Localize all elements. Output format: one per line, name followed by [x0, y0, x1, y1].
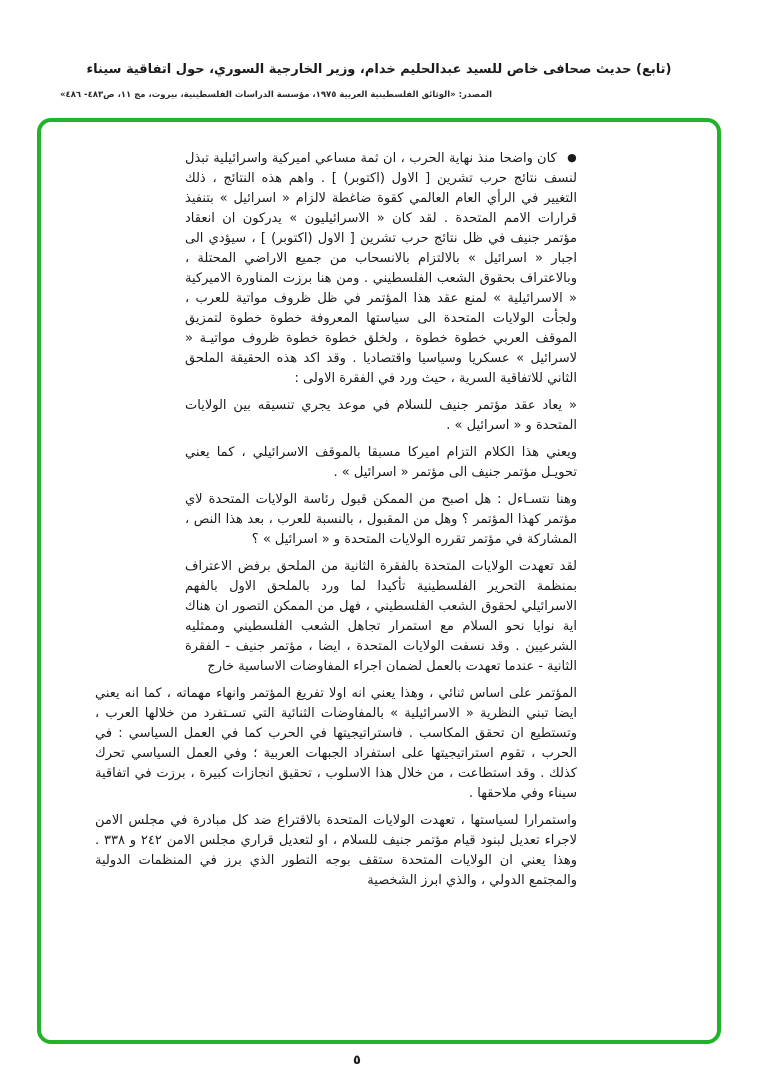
bullet-icon: ●	[567, 151, 577, 164]
paragraph: واستمرارا لسياستها ، تعهدت الولايات المتحدة بالاقتراع ضد كل مبادرة في مجلس الامن لاجراء تعديل لبنود قيام مؤتمر جنيف للسلام ، او لتعديل قراري مجلس الامن ٢٤٢ و ٣٣٨ . وهذا يعني ان الولايات المتحدة ستقف بوجه التطور الذي برز في المنظمات الدولية والمجتمع الدولي ، والذي ابرز الشخصية	[95, 813, 577, 888]
content-border-box	[37, 118, 721, 1044]
text-block-bottom	[95, 684, 577, 891]
paragraph-text: كان واضحا منذ نهاية الحرب ، ان ثمة مساعي اميركية واسرائيلية تبذل لنسف نتائج حرب تشرين [ الاول (اكتوبر) ] . واهم هذه النتائج ، ذلك التغيير في الرأي العام العالمي كقوة ضاغطة لالزام « اسرائيل » بتنفيذ قرارات الامم المتحدة . لقد كان « الاسرائيليون » يدركون ان انعقاد مؤتمر جنيف في ظل نتائج حرب تشرين [ الاول (اكتوبر) ] ، سيؤدي الى اجبار « اسرائيل » بالالتزام بالانسحاب من جميع الاراضي المحتلة ، وبالاعتراف بحقوق الشعب الفلسطيني . ومن هنا برزت المناورة الاميركية « الاسرائيلية » لمنع عقد هذا المؤتمر في ظل ظروف مواتية للعرب ، ولجأت الولايات المتحدة الى سياستها المعروفة خطوة خطوة لتمزيق الموقف العربي خطوة خطوة ، ولخلق خطوة خطوة ظروف مواتيـة « لاسرائيل » عسكريا وسياسيا واقتصاديا . وقد اكد هذه الحقيقة الملحق الثاني للاتفاقية السرية ، حيث ورد في الفقرة الاولى :	[185, 151, 577, 386]
source-line: المصدر: «الوثائق الفلسطينية العربية ١٩٧٥، مؤسسة الدراسات الفلسطينية، بيروت، مج ١١، ص٤٨٣- ٤٨٦»	[60, 90, 492, 100]
page-title: (تابع) حديث صحافى خاص للسيد عبدالحليم خدام، وزير الخارجية السوري، حول اتفاقية سيناء	[86, 62, 672, 77]
text-block-top	[185, 148, 577, 677]
paragraph: المؤتمر على اساس ثنائي ، وهذا يعني انه اولا تفريغ المؤتمر وانهاء مهماته ، كما انه يعني ايضا تبني النظرية « الاسرائيلية » بالمفاوضات الثنائية التي تسـتفرد من خلالها العرب ، وتستطيع ان تحقق المكاسب . فاستراتيجيتها في الحرب كما في العمل السياسي : في الحرب ، تقوم استراتيجيتها على استفراد الجبهات العربية ؛ وفي العمل السياسي تحرك كذلك . وقد استطاعت ، من خلال هذا الاسلوب ، تحقيق انجازات كبيرة ، برزت في اتفاقية سيناء وفي ملاحقها .	[95, 686, 577, 801]
quote-paragraph: « يعاد عقد مؤتمر جنيف للسلام في موعد يجري تنسيقه بين الولايات المتحدة و « اسرائيل » .	[185, 398, 577, 433]
paragraph	[185, 148, 577, 389]
paragraph: لقد تعهدت الولايات المتحدة بالفقرة الثانية من الملحق برفض الاعتراف بمنظمة التحرير الفلسطينية تأكيدا لما ورد بالملحق الاول بالفهم الاسرائيلي لحقوق الشعب الفلسطيني ، فهل من الممكن التصور ان هناك اية نوايا نحو السلام مع استمرار تجاهل الشعب الفلسطيني وممثليه الشرعيين . وقد نسفت الولايات المتحدة ، ايضا ، مؤتمر جنيف - الفقرة الثانية - عندما تعهدت بالعمل لضمان اجراء المفاوضات الاساسية خارج	[185, 559, 577, 674]
paragraph: وهنا نتسـاءل : هل اصبح من الممكن قبول رئاسة الولايات المتحدة لاي مؤتمر كهذا المؤتمر ؟ وهل من المقبول ، بالنسبة للعرب ، بعد هذا النص ، المشاركة في مؤتمر تقرره الولايات المتحدة و « اسرائيل » ؟	[185, 492, 577, 547]
paragraph: ويعني هذا الكلام التزام اميركا مسبقا بالموقف الاسرائيلي ، كما يعني تحويـل مؤتمر جنيف الى مؤتمر « اسرائيل » .	[185, 445, 577, 480]
page-number: ٥	[353, 1053, 361, 1068]
